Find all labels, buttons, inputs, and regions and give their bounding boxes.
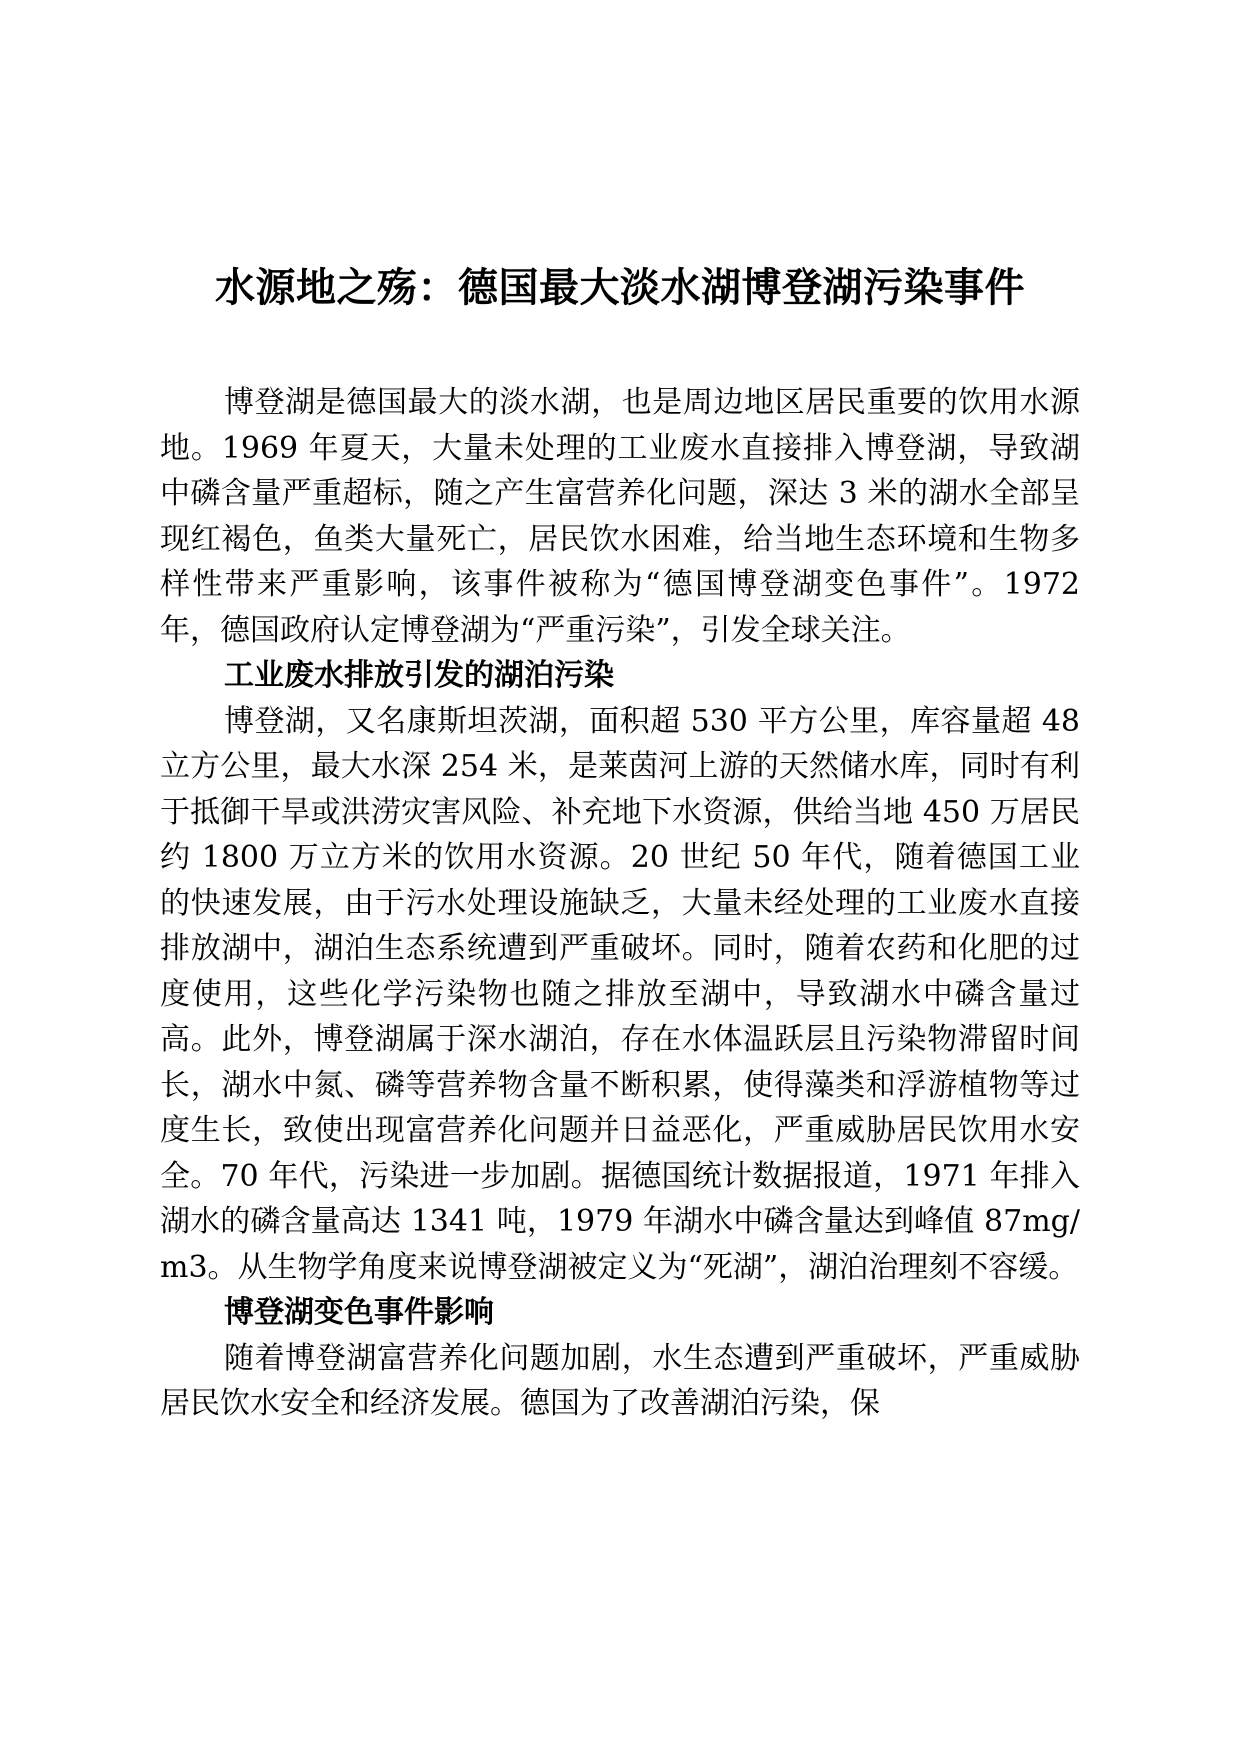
document-body	[160, 380, 1080, 1427]
intro-paragraph: 博登湖是德国最大的淡水湖，也是周边地区居民重要的饮用水源地。1969 年夏天，大量未处理的工业废水直接排入博登湖，导致湖中磷含量严重超标，随之产生富营养化问题，深达 3 米的湖水全部呈现红褐色，鱼类大量死亡，居民饮水困难，给当地生态环境和生物多样性带来严重影响，该事件被称为“德国博登湖变色事件”。1972 年，德国政府认定博登湖为“严重污染”，引发全球关注。	[160, 385, 1080, 648]
section-heading-industrial-wastewater: 工业废水排放引发的湖泊污染	[224, 658, 614, 693]
document-title: 水源地之殇：德国最大淡水湖博登湖污染事件	[215, 265, 1025, 311]
section-paragraph-industrial-wastewater: 博登湖，又名康斯坦茨湖，面积超 530 平方公里，库容量超 48 立方公里，最大水深 254 米，是莱茵河上游的天然储水库，同时有利于抵御干旱或洪涝灾害风险、补充地下水资源，供给当地 450 万居民约 1800 万立方米的饮用水资源。20 世纪 50 年代，随着德国工业的快速发展，由于污水处理设施缺乏，大量未经处理的工业废水直接排放湖中，湖泊生态系统遭到严重破坏。同时，随着农药和化肥的过度使用，这些化学污染物也随之排放至湖中，导致湖水中磷含量过高。此外，博登湖属于深水湖泊，存在水体温跃层且污染物滞留时间长，湖水中氮、磷等营养物含量不断积累，使得藻类和浮游植物等过度生长，致使出现富营养化问题并日益恶化，严重威胁居民饮用水安全。70 年代，污染进一步加剧。据德国统计数据报道，1971 年排入湖水的磷含量高达 1341 吨，1979 年湖水中磷含量达到峰值 87mg/m3。从生物学角度来说博登湖被定义为“死湖”，湖泊治理刻不容缓。	[160, 703, 1080, 1285]
section-heading-event-impact: 博登湖变色事件影响	[224, 1295, 494, 1330]
section-paragraph-event-impact: 随着博登湖富营养化问题加剧，水生态遭到严重破坏，严重威胁居民饮水安全和经济发展。德国为了改善湖泊污染，保	[160, 1340, 1080, 1421]
